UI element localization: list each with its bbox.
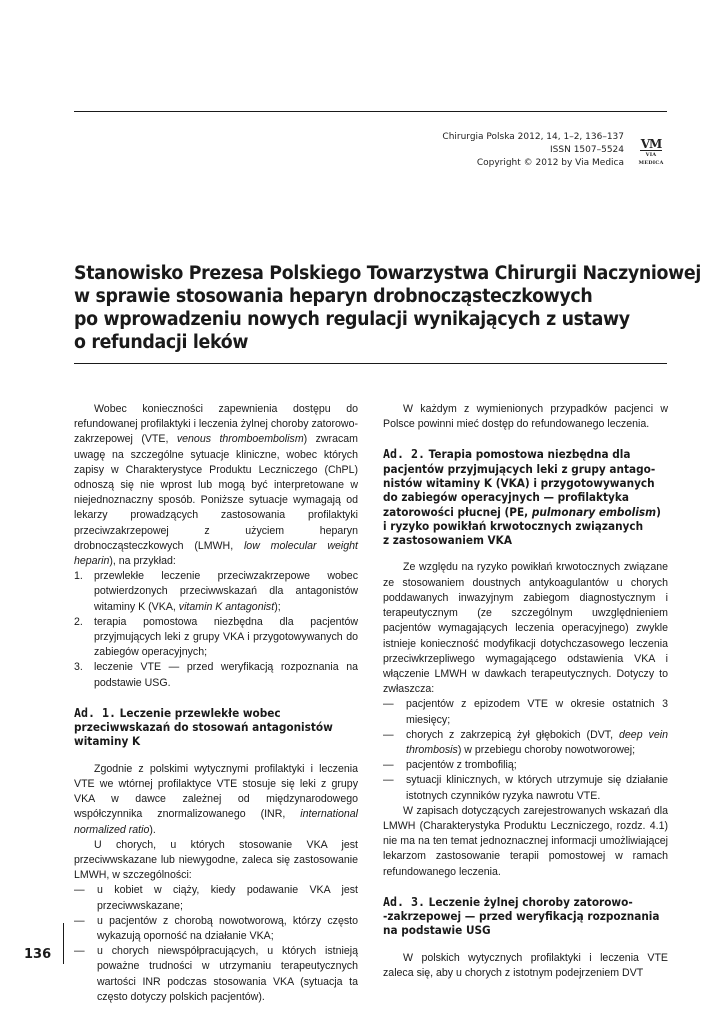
article-title — [74, 262, 702, 354]
journal-info — [364, 131, 624, 170]
paragraph: Ze względu na ryzyko powikłań krwotocznych związane ze stosowaniem doustnych antykoagulantów u chorych poddawanych inwazyjnym zabiegom diagnostycznym i terapeutycznym (ze szczególnym uwzględnieniem pacjentów wymagających leczenia operacyjnego) zwykle istnieje konieczność modyfikacji dotychczasowego leczenia przeciwkrzepliwego wymagającego odstawienia VKA i włączenie LMWH w dawkach terapeutycznych. Dotyczy to zwłaszcza: — [383, 561, 668, 696]
via-medica-logo — [634, 137, 668, 166]
list-item: — pacjentów z epizodem VTE w okresie ostatnich 3 miesięcy; — [383, 698, 668, 726]
title-line: o refundacji leków — [74, 332, 249, 353]
logo-mark: VM — [640, 137, 662, 151]
situations-list — [74, 569, 358, 691]
journal-citation: Chirurgia Polska 2012, 14, 1–2, 136–137 — [442, 132, 624, 142]
dash-list — [74, 883, 358, 1005]
list-item: — pacjentów z trombofilią; — [383, 759, 517, 772]
intro-paragraph: Wobec konieczności zapewnienia dostępu do refundowanej profilaktyki i leczenia żylnej choroby zatorowo-zakrzepowej (VTE, venous thromboembolism) zwracam uwagę na szczególne sytuacje kliniczne, wobec których zapisy w Charakterystyce Produktu Leczniczego (ChPL) odnoszą się nie wprost lub mogą być interpretowane w niejednoznaczny sposób. Poniższe sytuacje wymagają od lekarzy prowadzących zastosowania profilaktyki przeciwzakrzepowej z użyciem heparyn drobnocząsteczkowych (LMWH, low molecular weight heparin), na przykład: — [74, 403, 358, 568]
list-item: — chorych z zakrzepicą żył głębokich (DVT, deep vein thrombosis) w przebiegu choroby nowotworowej; — [383, 728, 668, 756]
list-item: 3. leczenie VTE — przed weryfikacją rozpoznania na podstawie USG. — [74, 661, 358, 689]
title-line: Stanowisko Prezesa Polskiego Towarzystwa Chirurgii Naczyniowej — [74, 263, 702, 284]
title-line: w sprawie stosowania heparyn drobnocząsteczkowych — [74, 286, 593, 307]
dash-list — [383, 697, 668, 803]
paragraph: W polskich wytycznych profilaktyki i leczenia VTE zaleca się, aby u chorych z istotnym podejrzeniem DVT — [383, 951, 668, 979]
paragraph: W zapisach dotyczących zarejestrowanych wskazań dla LMWH (Charakterystyka Produktu Leczniczego, rozdz. 4.1) nie ma na ten temat jednoznacznej informacji umożliwiającej lekarzom zastosowanie terapii pomostowej w ramach refundowanego leczenia. — [383, 804, 668, 878]
title-rule — [74, 363, 667, 364]
journal-issn: ISSN 1507–5524 — [550, 145, 624, 155]
paragraph: Zgodnie z polskimi wytycznymi profilaktyki i leczenia VTE we wtórnej profilaktyce VTE stosuje się leki z grupy VKA w dawce zależnej od międzynarodowego współczynnika znormalizowanego (INR, international normalized ratio). — [74, 762, 358, 836]
journal-copyright: Copyright © 2012 by Via Medica — [476, 158, 624, 168]
paragraph: W każdym z wymienionych przypadków pacjenci w Polsce powinni mieć dostęp do refundowanego leczenia. — [383, 403, 668, 431]
list-item: — sytuacji klinicznych, w których utrzymuje się działanie istotnych czynników ryzyka nawrotu VTE. — [383, 774, 668, 802]
section-heading-ad3: Ad. 3. Leczenie żylnej choroby zatorowo- -zakrzepowej — przed weryfikacją rozpoznania na podstawie USG — [383, 893, 660, 938]
section-heading-ad1: Ad. 1. Leczenie przewlekłe wobec przeciwwskazań do stosowań antagonistów witaminy K — [74, 704, 333, 749]
left-column — [74, 402, 358, 1005]
list-item: — u pacjentów z chorobą nowotworową, którzy często wykazują oporność na działanie VKA; — [74, 914, 358, 942]
paragraph: U chorych, u których stosowanie VKA jest przeciwwskazane lub niewygodne, zaleca się zastosowanie LMWH, w szczególności: — [74, 838, 358, 882]
list-item: — u kobiet w ciąży, kiedy podawanie VKA jest przeciwwskazane; — [74, 884, 358, 912]
page-number-bar — [63, 923, 64, 964]
right-column — [383, 402, 668, 981]
list-item: 2. terapia pomostowa niezbędna dla pacjentów przyjmujących leki z grupy VKA i przygotowywanych do zabiegów operacyjnych; — [74, 615, 358, 659]
section-heading-ad2: Ad. 2. Terapia pomostowa niezbędna dla pacjentów przyjmujących leki z grupy antago- nistów witaminy K (VKA) i przygotowywanych do zabiegów operacyjnych — profilaktyka zatorowości płucnej (PE, pulmonary embolism) i ryzyko powikłań krwotocznych związanych z zastosowaniem VKA — [383, 446, 661, 548]
logo-name: VIA MEDICA — [638, 152, 664, 166]
list-item: — u chorych niewspółpracujących, u których istnieją poważne trudności w utrzymaniu terapeutycznych wartości INR podczas stosowania VKA (sytuacja ta często dotyczy polskich pacjentów). — [74, 945, 358, 1003]
list-item: 1. przewlekłe leczenie przeciwzakrzepowe wobec potwierdzonych przeciwwskazań dla antagonistów witaminy K (VKA, vitamin K antagonist); — [74, 570, 358, 613]
top-rule — [74, 111, 667, 112]
page-number: 136 — [24, 947, 52, 962]
title-line: po wprowadzeniu nowych regulacji wynikających z ustawy — [74, 309, 630, 330]
